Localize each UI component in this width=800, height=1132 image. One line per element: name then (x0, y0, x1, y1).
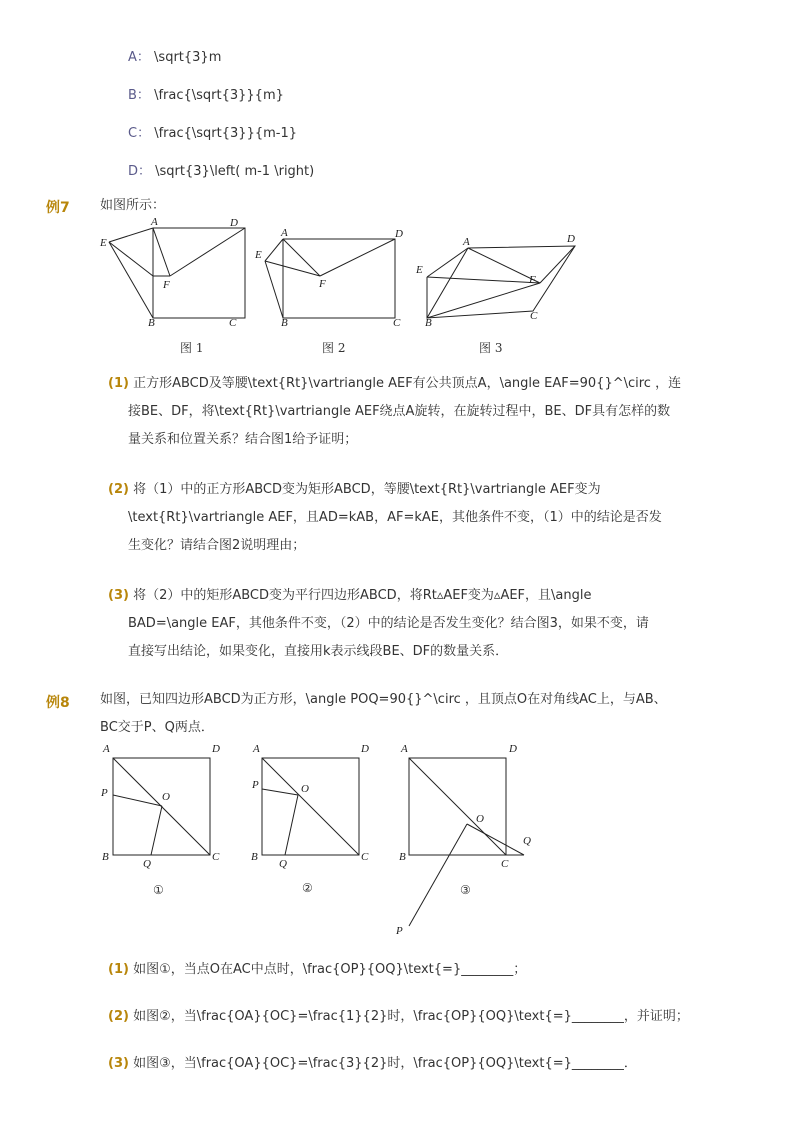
option-letter: C： (128, 126, 151, 141)
point-label: D (212, 743, 220, 755)
question-line: 正方形ABCD及等腰\text{Rt}\vartriangle AEF有公共顶点A，\angle EAF=90{}^\circ ，连 (133, 376, 682, 391)
point-label: F (163, 279, 170, 291)
question-number: (3) (108, 1056, 129, 1071)
example7-question-3 (108, 582, 668, 666)
figure-caption: 图 2 (322, 341, 346, 355)
figure-caption: 图 1 (180, 341, 204, 355)
point-label: E (100, 237, 107, 249)
point-label: B (251, 851, 258, 863)
point-label: O (301, 783, 309, 795)
example7-question-1 (108, 370, 682, 454)
intro-line: BC交于P、Q两点． (100, 720, 214, 735)
question-line: 接BE、DF，将\text{Rt}\vartriangle AEF绕点A旋转，在旋转过程中，BE、DF具有怎样的数 (128, 404, 671, 419)
point-label: A (281, 227, 288, 239)
question-text: 如图②，当\frac{OA}{OC}=\frac{1}{2}时，\frac{OP}{OQ}\text{=}________，并证明； (133, 1009, 689, 1024)
option-c (128, 122, 297, 141)
point-label: B (148, 317, 155, 329)
point-label: B (102, 851, 109, 863)
point-label: D (395, 228, 403, 240)
figure-caption: 图 3 (479, 341, 503, 355)
point-label: D (230, 217, 238, 229)
point-label: Q (523, 835, 531, 847)
option-letter: A： (128, 50, 150, 65)
question-text: 如图③，当\frac{OA}{OC}=\frac{3}{2}时，\frac{OP}{OQ}\text{=}________． (133, 1056, 637, 1071)
example8-figures (95, 740, 545, 940)
figure-caption: ② (302, 881, 313, 895)
point-label: B (425, 317, 432, 329)
option-text: \sqrt{3}\left( m-1 \right) (155, 164, 315, 179)
example7-question-2 (108, 476, 668, 560)
example7-intro: 如图所示： (100, 198, 166, 213)
point-label: E (255, 249, 262, 261)
point-label: C (212, 851, 220, 863)
point-label: A (401, 743, 408, 755)
option-text: \frac{\sqrt{3}}{m} (154, 88, 284, 103)
question-line: BAD=\angle EAF，其他条件不变，（2）中的结论是否发生变化？结合图3，如果不变，请 (128, 616, 649, 631)
point-label: F (319, 278, 326, 290)
example8-question-3 (108, 1050, 637, 1078)
point-label: A (253, 743, 260, 755)
example8-question-2 (108, 1003, 689, 1031)
point-label: E (416, 264, 423, 276)
point-label: P (396, 925, 403, 937)
intro-line: 如图，已知四边形ABCD为正方形，\angle POQ=90{}^\circ ，且顶点O在对角线AC上，与AB、 (100, 692, 667, 707)
example7-figures (95, 215, 595, 330)
point-label: C (530, 310, 538, 322)
option-letter: D： (128, 164, 152, 179)
point-label: C (393, 317, 401, 329)
point-label: O (162, 791, 170, 803)
point-label: P (101, 787, 108, 799)
point-label: B (399, 851, 406, 863)
question-line: 将（1）中的正方形ABCD变为矩形ABCD，等腰\text{Rt}\vartriangle AEF变为 (133, 482, 601, 497)
point-label: C (229, 317, 237, 329)
point-label: F (529, 274, 536, 286)
question-number: (1) (108, 962, 129, 977)
point-label: A (103, 743, 110, 755)
question-text: 如图①，当点O在AC中点时，\frac{OP}{OQ}\text{=}________； (133, 962, 527, 977)
example8-intro (100, 686, 667, 742)
question-line: 直接写出结论，如果变化，直接用k表示线段BE、DF的数量关系． (128, 644, 509, 659)
figure-caption: ① (153, 883, 164, 897)
question-number: (1) (108, 376, 129, 391)
point-label: D (567, 233, 575, 245)
option-text: \frac{\sqrt{3}}{m-1} (154, 126, 298, 141)
point-label: D (361, 743, 369, 755)
point-label: A (151, 216, 158, 228)
point-label: B (281, 317, 288, 329)
option-text: \sqrt{3}m (154, 50, 222, 65)
point-label: Q (279, 858, 287, 870)
example8-question-1 (108, 956, 526, 984)
example7-label: 例7 (46, 200, 70, 216)
question-line: 生变化？请结合图2说明理由； (128, 538, 306, 553)
option-b (128, 84, 284, 103)
point-label: Q (143, 858, 151, 870)
point-label: D (509, 743, 517, 755)
example8-label: 例8 (46, 695, 70, 711)
point-label: P (252, 779, 259, 791)
question-line: 量关系和位置关系？结合图1给予证明； (128, 432, 358, 447)
figure-caption: ③ (460, 883, 471, 897)
option-letter: B： (128, 88, 150, 103)
point-label: A (463, 236, 470, 248)
option-a (128, 46, 221, 65)
question-number: (3) (108, 588, 129, 603)
question-number: (2) (108, 482, 129, 497)
point-label: C (361, 851, 369, 863)
option-d (128, 160, 314, 179)
question-number: (2) (108, 1009, 129, 1024)
point-label: C (501, 858, 509, 870)
question-line: 将（2）中的矩形ABCD变为平行四边形ABCD，将Rt▵AEF变为▵AEF，且\angle (133, 588, 592, 603)
question-line: \text{Rt}\vartriangle AEF，且AD=kAB，AF=kAE，其他条件不变，（1）中的结论是否发 (128, 510, 662, 525)
point-label: O (476, 813, 484, 825)
